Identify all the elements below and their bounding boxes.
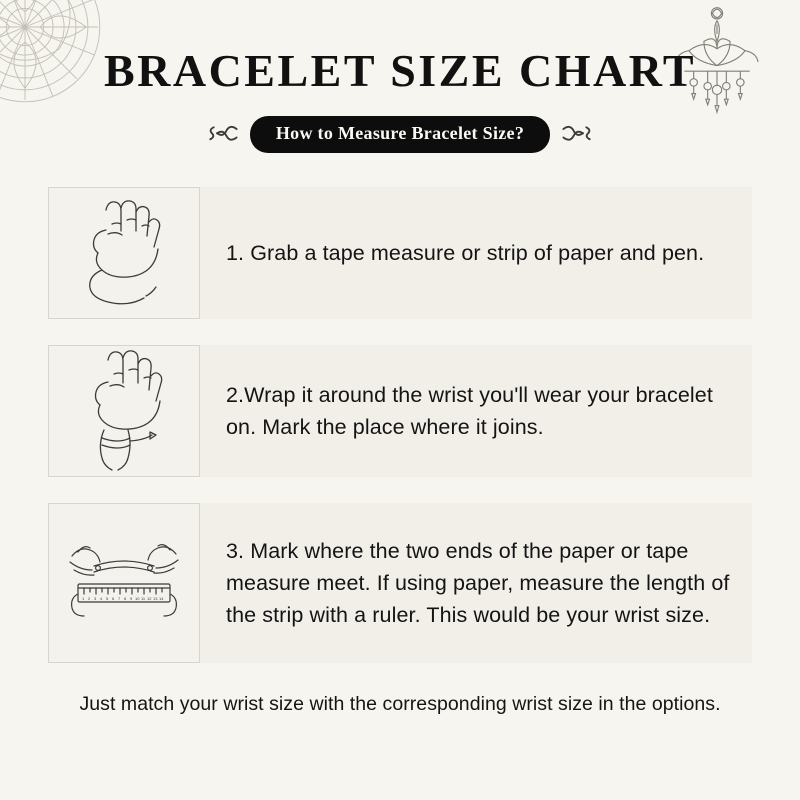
step-item [48, 187, 752, 319]
page-title: BRACELET SIZE CHART [103, 45, 697, 96]
footer-note: Just match your wrist size with the corresponding wrist size in the options. [79, 693, 721, 715]
steps-list [0, 187, 800, 663]
svg-text:6: 6 [112, 596, 115, 601]
svg-text:8: 8 [124, 596, 127, 601]
flourish-left-icon [206, 121, 240, 149]
svg-text:3: 3 [94, 596, 97, 601]
svg-text:4: 4 [100, 596, 103, 601]
flourish-right-icon [560, 121, 594, 149]
hands-measuring-strip-with-ruler-icon [64, 528, 184, 638]
step-2-illustration [48, 345, 200, 477]
svg-text:11: 11 [141, 596, 146, 601]
svg-text:2: 2 [88, 596, 91, 601]
step-1-illustration [48, 187, 200, 319]
step-2-text: 2.Wrap it around the wrist you'll wear your bracelet on. Mark the place where it joins. [226, 382, 713, 439]
svg-text:12: 12 [147, 596, 152, 601]
step-3-text: 3. Mark where the two ends of the paper or tape measure meet. If using paper, measure the length of the strip with a ruler. This would be your wrist size. [226, 538, 730, 628]
svg-text:7: 7 [118, 596, 121, 601]
step-3-illustration [48, 503, 200, 663]
subtitle-row [0, 116, 800, 153]
svg-text:14: 14 [159, 596, 164, 601]
svg-text:13: 13 [153, 596, 158, 601]
step-1-text: 1. Grab a tape measure or strip of paper and pen. [226, 240, 705, 265]
hand-with-tape-wrapped-icon [72, 346, 176, 476]
page-header [0, 0, 800, 153]
step-item [48, 503, 752, 663]
hand-fist-with-tape-icon [72, 194, 176, 312]
svg-text:5: 5 [106, 596, 109, 601]
svg-text:1: 1 [82, 596, 85, 601]
subtitle-badge: How to Measure Bracelet Size? [250, 116, 550, 153]
svg-text:10: 10 [135, 596, 140, 601]
step-item [48, 345, 752, 477]
svg-text:9: 9 [130, 596, 133, 601]
